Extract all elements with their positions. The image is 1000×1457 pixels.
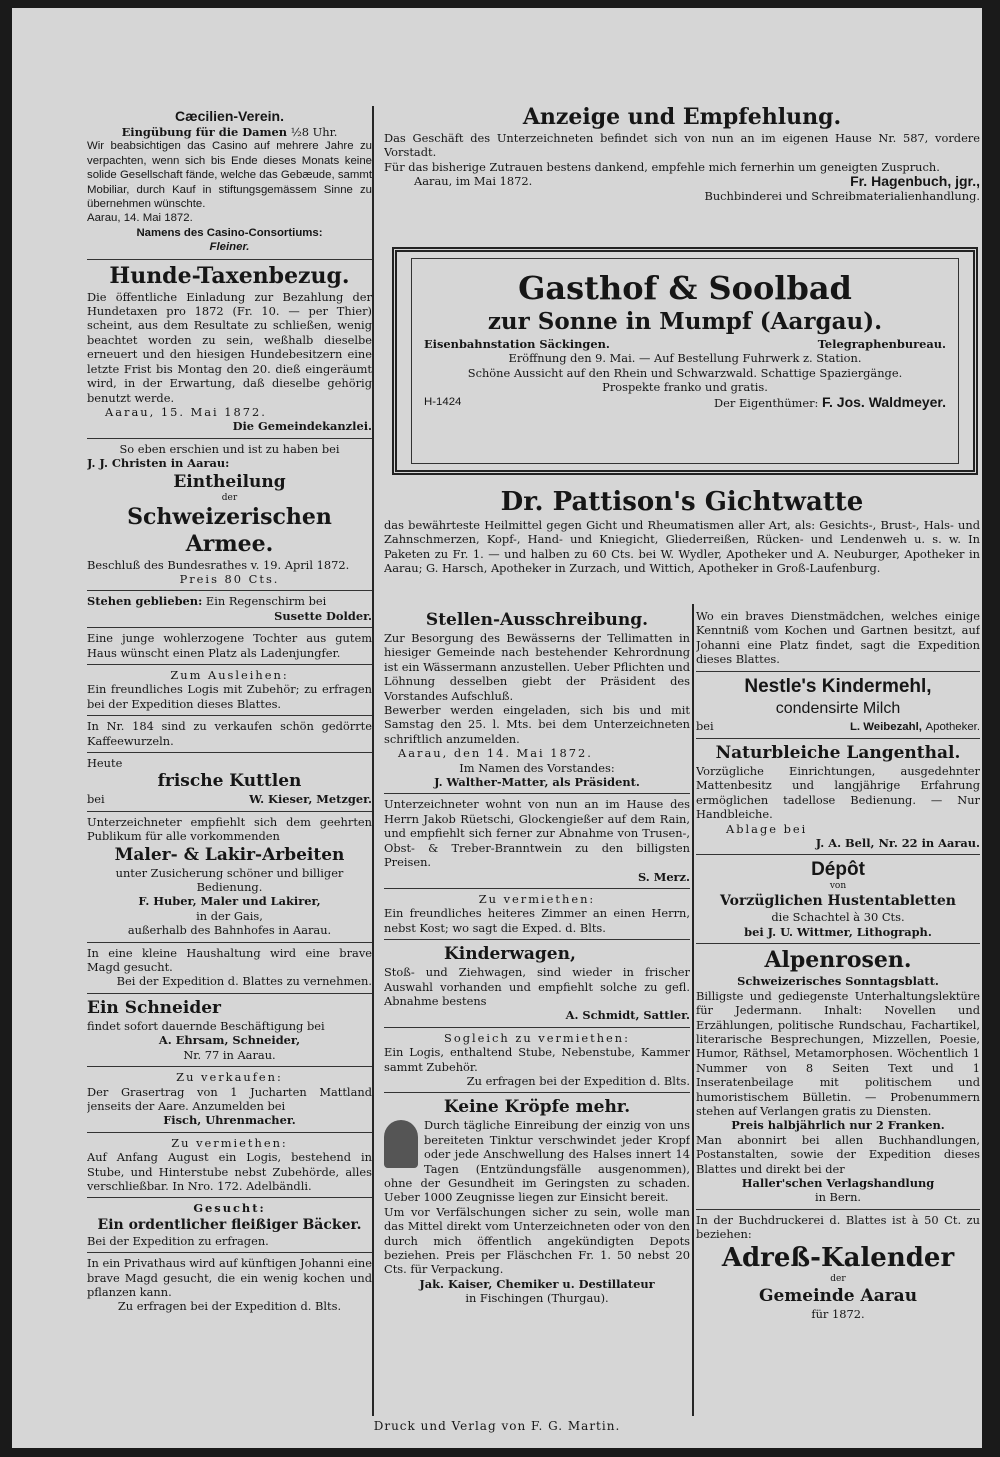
kalender-ad <box>696 1210 980 1325</box>
ad-head: Sogleich zu vermiethen: <box>444 1030 630 1045</box>
ad-title-main: Schweizerischen Armee. <box>127 503 332 557</box>
ad-price: Preis halbjährlich nur 2 Franken. <box>731 1118 945 1133</box>
ad-name: bei J. U. Wittmer, Lithograph. <box>744 924 932 939</box>
ad-name: J. A. Bell, Nr. 22 in Aarau. <box>815 836 980 851</box>
ad-head: Gesucht: <box>193 1201 266 1216</box>
kroepfe-ad <box>384 1093 690 1309</box>
ad-view: Schöne Aussicht auf den Rhein und Schwarzwald. Schattige Spaziergänge. <box>467 365 903 380</box>
ad-name: A. Ehrsam, Schneider, <box>158 1033 301 1048</box>
ad-body: Eine junge wohlerzogene Tochter aus gutem Haus wünscht einen Platz als Ladenjungfer. <box>87 631 372 660</box>
logis-ad-2 <box>384 1028 690 1094</box>
newspaper-page <box>12 8 982 1448</box>
privat-ad <box>87 1253 372 1318</box>
ad-name: L. Weibezahl, <box>849 720 922 733</box>
langenthal-ad <box>696 739 980 855</box>
ad-name: A. Schmidt, Sattler. <box>565 1008 690 1023</box>
hagenbuch-ad <box>384 104 980 246</box>
ad-head: Zu vermiethen: <box>478 891 596 906</box>
ad-body: Ein freundliches Logis mit Zubehör; zu erfragen bei der Expedition dieses Blattes. <box>87 682 372 711</box>
ad-head: Zu verkaufen: <box>176 1070 283 1085</box>
ad-body: findet sofort dauernde Beschäftigung bei <box>87 1018 325 1033</box>
ad-tail: Zu erfragen bei der Expedition d. Blts. <box>466 1073 690 1088</box>
right-column <box>696 606 980 1418</box>
ad-tail: Bei der Expedition zu erfragen. <box>87 1233 269 1248</box>
ad-title-joiner: der <box>221 492 238 503</box>
ad-body: Der Grasertrag von 1 Jucharten Mattland jenseits der Aare. Anzumelden bei <box>87 1084 372 1113</box>
ad-body: Stoß- und Ziehwagen, sind wieder in frischer Auswahl vorhanden und empfiehlt solche zu gefl. Abnahme bestens <box>384 965 690 1008</box>
nestle-ad <box>696 672 980 739</box>
kinderwagen-ad <box>384 940 690 1028</box>
ad-head: Zum Ausleihen: <box>170 667 289 682</box>
maler-ad <box>87 812 372 943</box>
ad-trade: Buchbinderei und Schreibmaterialienhandlung. <box>704 188 980 203</box>
ad-body: In Nr. 184 sind zu verkaufen schön gedörrte Kaffeewurzeln. <box>87 719 372 748</box>
ad-title: Nestle's Kindermehl, <box>744 675 932 697</box>
ad-ablage: Ablage bei <box>726 821 808 836</box>
ad-body: Ein freundliches heiteres Zimmer an einen Herrn, nebst Kost; wo sagt die Exped. d. Blts. <box>384 906 690 935</box>
column-rule-left <box>372 106 374 1416</box>
ad-address-2: außerhalb des Bahnhofes in Aarau. <box>127 923 332 938</box>
ad-der: der <box>830 1273 846 1284</box>
ad-body: Das Geschäft des Unterzeichneten befindet sich von nun an im eigenen Hause Nr. 587, vordere Vorstadt. <box>384 131 980 160</box>
ad-body: Beschluß des Bundesrathes v. 19. April 1872. <box>87 557 350 572</box>
ad-year: für 1872. <box>811 1306 865 1321</box>
tochter-ad <box>87 628 372 665</box>
ad-opening: Eröffnung den 9. Mai. — Auf Bestellung Fuhrwerk z. Station. <box>508 351 862 366</box>
ad-title: Ein ordentlicher fleißiger Bäcker. <box>97 1216 362 1233</box>
magd-ad <box>87 943 372 994</box>
ad-body: Ein Logis, enthaltend Stube, Nebenstube, Kammer sammt Zubehör. <box>384 1045 690 1074</box>
ad-title: frische Kuttlen <box>157 771 302 792</box>
zimmer-ad <box>384 889 690 940</box>
ad-name: J. Walther-Matter, als Präsident. <box>434 775 640 790</box>
ad-address: in der Gais, <box>196 908 263 923</box>
kaffee-ad <box>87 716 372 753</box>
ad-body-2: Man abonnirt bei allen Buchhandlungen, Postanstalten, sowie der Expedition dieses Blattes und direkt bei der <box>696 1132 980 1176</box>
ad-name: Fleiner. <box>209 241 250 254</box>
ad-name: Fisch, Uhrenmacher. <box>163 1113 296 1128</box>
ad-subtitle: zur Sonne in Mumpf (Aargau). <box>487 308 883 335</box>
ad-name: F. Huber, Maler und Lakirer, <box>138 894 321 909</box>
ad-title: Maler- & Lakir-Arbeiten <box>114 844 345 865</box>
ad-title: Hunde-Taxenbezug. <box>109 262 350 289</box>
ad-intro: So eben erschien und ist zu haben bei <box>119 441 340 456</box>
merz-ad <box>384 794 690 888</box>
ad-address: Nr. 77 in Aarau. <box>183 1047 276 1062</box>
ad-body: die Schachtel à 30 Cts. <box>771 910 905 925</box>
ad-subtitle: Vorzüglichen Hustentabletten <box>720 893 956 910</box>
ad-subtitle: Schweizerisches Sonntagsblatt. <box>737 974 939 989</box>
ad-body-2: Bewerber werden eingeladen, sich bis und mit Samstag den 25. l. Mts. bei dem Unterzeichneten schriftlich anzumelden. <box>384 703 690 746</box>
ad-station: Eisenbahnstation Säckingen. <box>424 337 610 351</box>
ad-body: In eine kleine Haushaltung wird eine brave Magd gesucht. <box>87 945 372 975</box>
ad-subtitle: condensirte Milch <box>775 699 901 717</box>
ad-body: In ein Privathaus wird auf künftigen Johanni eine brave Magd gesucht, die ein wenig kochen und pflanzen kann. <box>87 1256 372 1299</box>
ad-bei: bei <box>696 718 714 733</box>
ad-name: Susette Dolder. <box>274 608 372 623</box>
ad-time: ½8 Uhr. <box>290 125 338 139</box>
ad-von: von <box>829 881 847 892</box>
ad-title: Stellen-Ausschreibung. <box>425 610 649 630</box>
ad-head: Stehen geblieben: <box>87 594 203 609</box>
ad-name: Fr. Hagenbuch, jgr., <box>850 173 980 190</box>
ad-place: Aarau, 15. Mai 1872. <box>105 404 267 419</box>
ad-publisher: Haller'schen Verlagshandlung <box>741 1175 935 1190</box>
ad-name: Jak. Kaiser, Chemiker u. Destillateur <box>419 1276 655 1291</box>
ad-body-2: Um vor Verfälschungen sicher zu sein, wolle man das Mittel direkt vom Unterzeichneten oder von den durch mich öffentlich angekündigten Depots beziehen. Preis per Fläschchen Fr. 1. 50 nebst 20 Cts. für Verpackung. <box>384 1204 690 1277</box>
ad-title: Kinderwagen, <box>444 944 576 965</box>
ad-body: das bewährteste Heilmittel gegen Gicht und Rheumatismen aller Art, als: Gesichts-, Brust-, Hals- und Zahnschmerzen, Kopf-, Hand- und Kniegicht, Gliederreißen, Rücken- und Lendenweh u. s. w. In Paketen zu Fr. 1. — und halben zu 60 Cts. bei W. Wydler, Apotheker und A. Neuburger, Apotheker in Aarau; G. Harsch, Apotheker in Zurzach, und Wittich, Apotheker in Groß-Laufenburg. <box>384 518 980 576</box>
ad-prospekte: Prospekte franko und gratis. <box>602 380 768 395</box>
ad-bei: bei <box>87 792 105 807</box>
schirm-ad <box>87 591 372 628</box>
ad-signature: Die Gemeindekanzlei. <box>232 419 372 434</box>
ad-title: Gasthof & Soolbad <box>518 269 852 307</box>
stellen-ad <box>384 606 690 794</box>
ad-intro: In der Buchdruckerei d. Blattes ist à 50 Ct. zu beziehen: <box>696 1212 980 1242</box>
gras-ad <box>87 1067 372 1133</box>
ad-title: Cæcilien-Verein. <box>175 108 284 124</box>
ad-body: unter Zusicherung schöner und billiger Bedienung. <box>115 865 344 895</box>
hunde-ad <box>87 260 372 439</box>
ad-code: H-1424 <box>424 395 462 408</box>
pattison-ad <box>384 486 980 604</box>
ad-body: Vorzügliche Einrichtungen, ausgedehnter Mattenbesitz und langjährige Erfahrung ermöglichen tadellose Bedienung. — Nur Handbleiche. <box>696 764 980 822</box>
ad-intro: Unterzeichneter empfiehlt sich dem geehrten Publikum für alle vorkommenden <box>87 814 372 844</box>
caecilien-ad <box>87 104 372 260</box>
ad-body: Wo ein braves Dienstmädchen, welches einige Kenntniß vom Kochen und Gartnen besitzt, auf Johanni eine Platz findet, sagt die Expedition dieses Blattes. <box>696 609 980 667</box>
ad-subtitle: Gemeinde Aarau <box>758 1285 918 1306</box>
alpenrosen-ad <box>696 944 980 1210</box>
ad-signature: Namens des Casino-Consortiums: <box>136 226 323 239</box>
ad-title: Keine Kröpfe mehr. <box>443 1097 631 1118</box>
imprint-footer: Druck und Verlag von F. G. Martin. <box>373 1419 621 1433</box>
baecker-ad <box>87 1198 372 1253</box>
logis-ad <box>87 665 372 716</box>
ad-signature: Im Namen des Vorstandes: <box>459 760 615 775</box>
ad-head: Zu vermiethen: <box>171 1135 288 1150</box>
ad-title: Dr. Pattison's Gichtwatte <box>500 487 864 517</box>
ad-tail: Zu erfragen bei der Expedition d. Blts. <box>117 1299 342 1314</box>
ad-place: Aarau, im Mai 1872. <box>414 174 533 189</box>
ad-body: Billigste und gediegenste Unterhaltungslektüre für Jedermann. Inhalt: Novellen und Erzählungen, politische Rundschau, Fachartikel, literarische Besprechungen, Mizzellen, Poesie, Humor, Räthsel, Metamorphosen. Wöchentlich 1 Nummer von 8 Seiten Text und 1 Inseratenbeilage mit politischem und humoristischem Bülletin. — Probenummern stehen auf Verlangen gratis zu Diensten. <box>696 988 980 1118</box>
ad-trade: Apotheker. <box>925 720 980 733</box>
dienst-ad <box>696 606 980 672</box>
ad-seller: J. J. Christen in Aarau: <box>87 456 230 471</box>
ad-subtitle: Eingübung für die Damen <box>121 125 288 139</box>
left-column <box>87 104 372 1416</box>
column-rule-right <box>692 604 694 1416</box>
middle-column <box>384 606 690 1418</box>
ad-title: Ein Schneider <box>87 997 221 1018</box>
ad-title: Anzeige und Empfehlung. <box>522 104 842 130</box>
ad-body: Unterzeichneter wohnt von nun an im Hause des Herrn Jakob Rüetschi, Glockengießer auf dem Rain, und empfiehlt sich ferner zur Abnahme von Trusen-, Obst- & Treber-Branntwein zu den billigsten Preisen. <box>384 797 690 870</box>
ad-name: S. Merz. <box>637 869 690 884</box>
ad-body: Durch tägliche Einreibung der einzig von uns bereiteten Tinktur verschwindet jeder Kropf oder jede Anschwellung des Halses innert 14 Tagen (Entzündungsfälle ausgenommen), ohne der Gesundheit im Geringsten zu schaden. Ueber 1000 Zeugnisse liegen zur Einsicht bereit. <box>384 1118 690 1205</box>
woman-portrait-icon <box>384 1120 418 1168</box>
ad-title: Eintheilung <box>173 471 286 492</box>
vermiethen-ad <box>87 1133 372 1199</box>
ad-place: Aarau, 14. Mai 1872. <box>87 212 193 225</box>
ad-owner: F. Jos. Waldmeyer. <box>822 393 946 410</box>
ad-body: Die öffentliche Einladung zur Bezahlung der Hundetaxen pro 1872 (Fr. 10. — per Thier) scheint, aus dem Resultate zu schließen, wenig beachtet worden zu sein, weßhalb dieselbe erneuert und den hiesigen Hundebesitzern eine letzte Frist bis Montag den 20. dieß eingeräumt wird, in der Erwartung, daß dieselbe gehörig benutzt werde. <box>87 289 372 405</box>
ad-body-2: Für das bisherige Zutrauen bestens dankend, empfehle mich fernerhin um geneigten Zuspruch. <box>384 159 940 174</box>
ad-title: Naturbleiche Langenthal. <box>715 743 961 764</box>
schneider-ad <box>87 994 372 1067</box>
ad-city: in Bern. <box>814 1190 862 1205</box>
ad-address: in Fischingen (Thurgau). <box>465 1291 609 1306</box>
ad-body: Ein Regenschirm bei <box>205 594 327 609</box>
ad-owner-label: Der Eigenthümer: <box>714 395 819 410</box>
ad-body: Wir beabsichtigen das Casino auf mehrere Jahre zu verpachten, wenn sich bis Ende dieses Monats keine solide Gesellschaft fände, welche das Gebæude, sammt Mobiliar, durch Kauf in stiftungsgemässem Sinne zu übernehmen wünschte. <box>87 140 372 211</box>
ad-title: Adreß-Kalender <box>721 1242 955 1273</box>
ad-place: Aarau, den 14. Mai 1872. <box>398 746 593 761</box>
ad-body: Zur Besorgung des Bewässerns der Tellimatten in hiesiger Gemeinde nach bestehender Kehrordnung ist ein Wässermann anzustellen. Ueber Pflichten und Löhnung desselben giebt der Präsident des Vorstandes Aufschluß. <box>384 631 690 703</box>
ad-title: Alpenrosen. <box>764 947 912 974</box>
ad-name: W. Kieser, Metzger. <box>249 792 372 807</box>
armee-ad <box>87 439 372 592</box>
kuttlen-ad <box>87 753 372 812</box>
ad-telegraph: Telegraphenbureau. <box>817 337 946 351</box>
depot-ad <box>696 855 980 944</box>
ad-price: Preis 80 Cts. <box>179 571 280 586</box>
ad-tail: Bei der Expedition d. Blattes zu vernehmen. <box>116 974 372 989</box>
ad-pre: Heute <box>87 756 123 770</box>
ad-title: Dépôt <box>811 859 865 881</box>
gasthof-ad <box>392 247 978 475</box>
ad-body: Auf Anfang August ein Logis, bestehend in Stube, und Hinterstube nebst Zubehörde, alles verschließbar. In Nro. 172. Adelbändli. <box>87 1150 372 1193</box>
